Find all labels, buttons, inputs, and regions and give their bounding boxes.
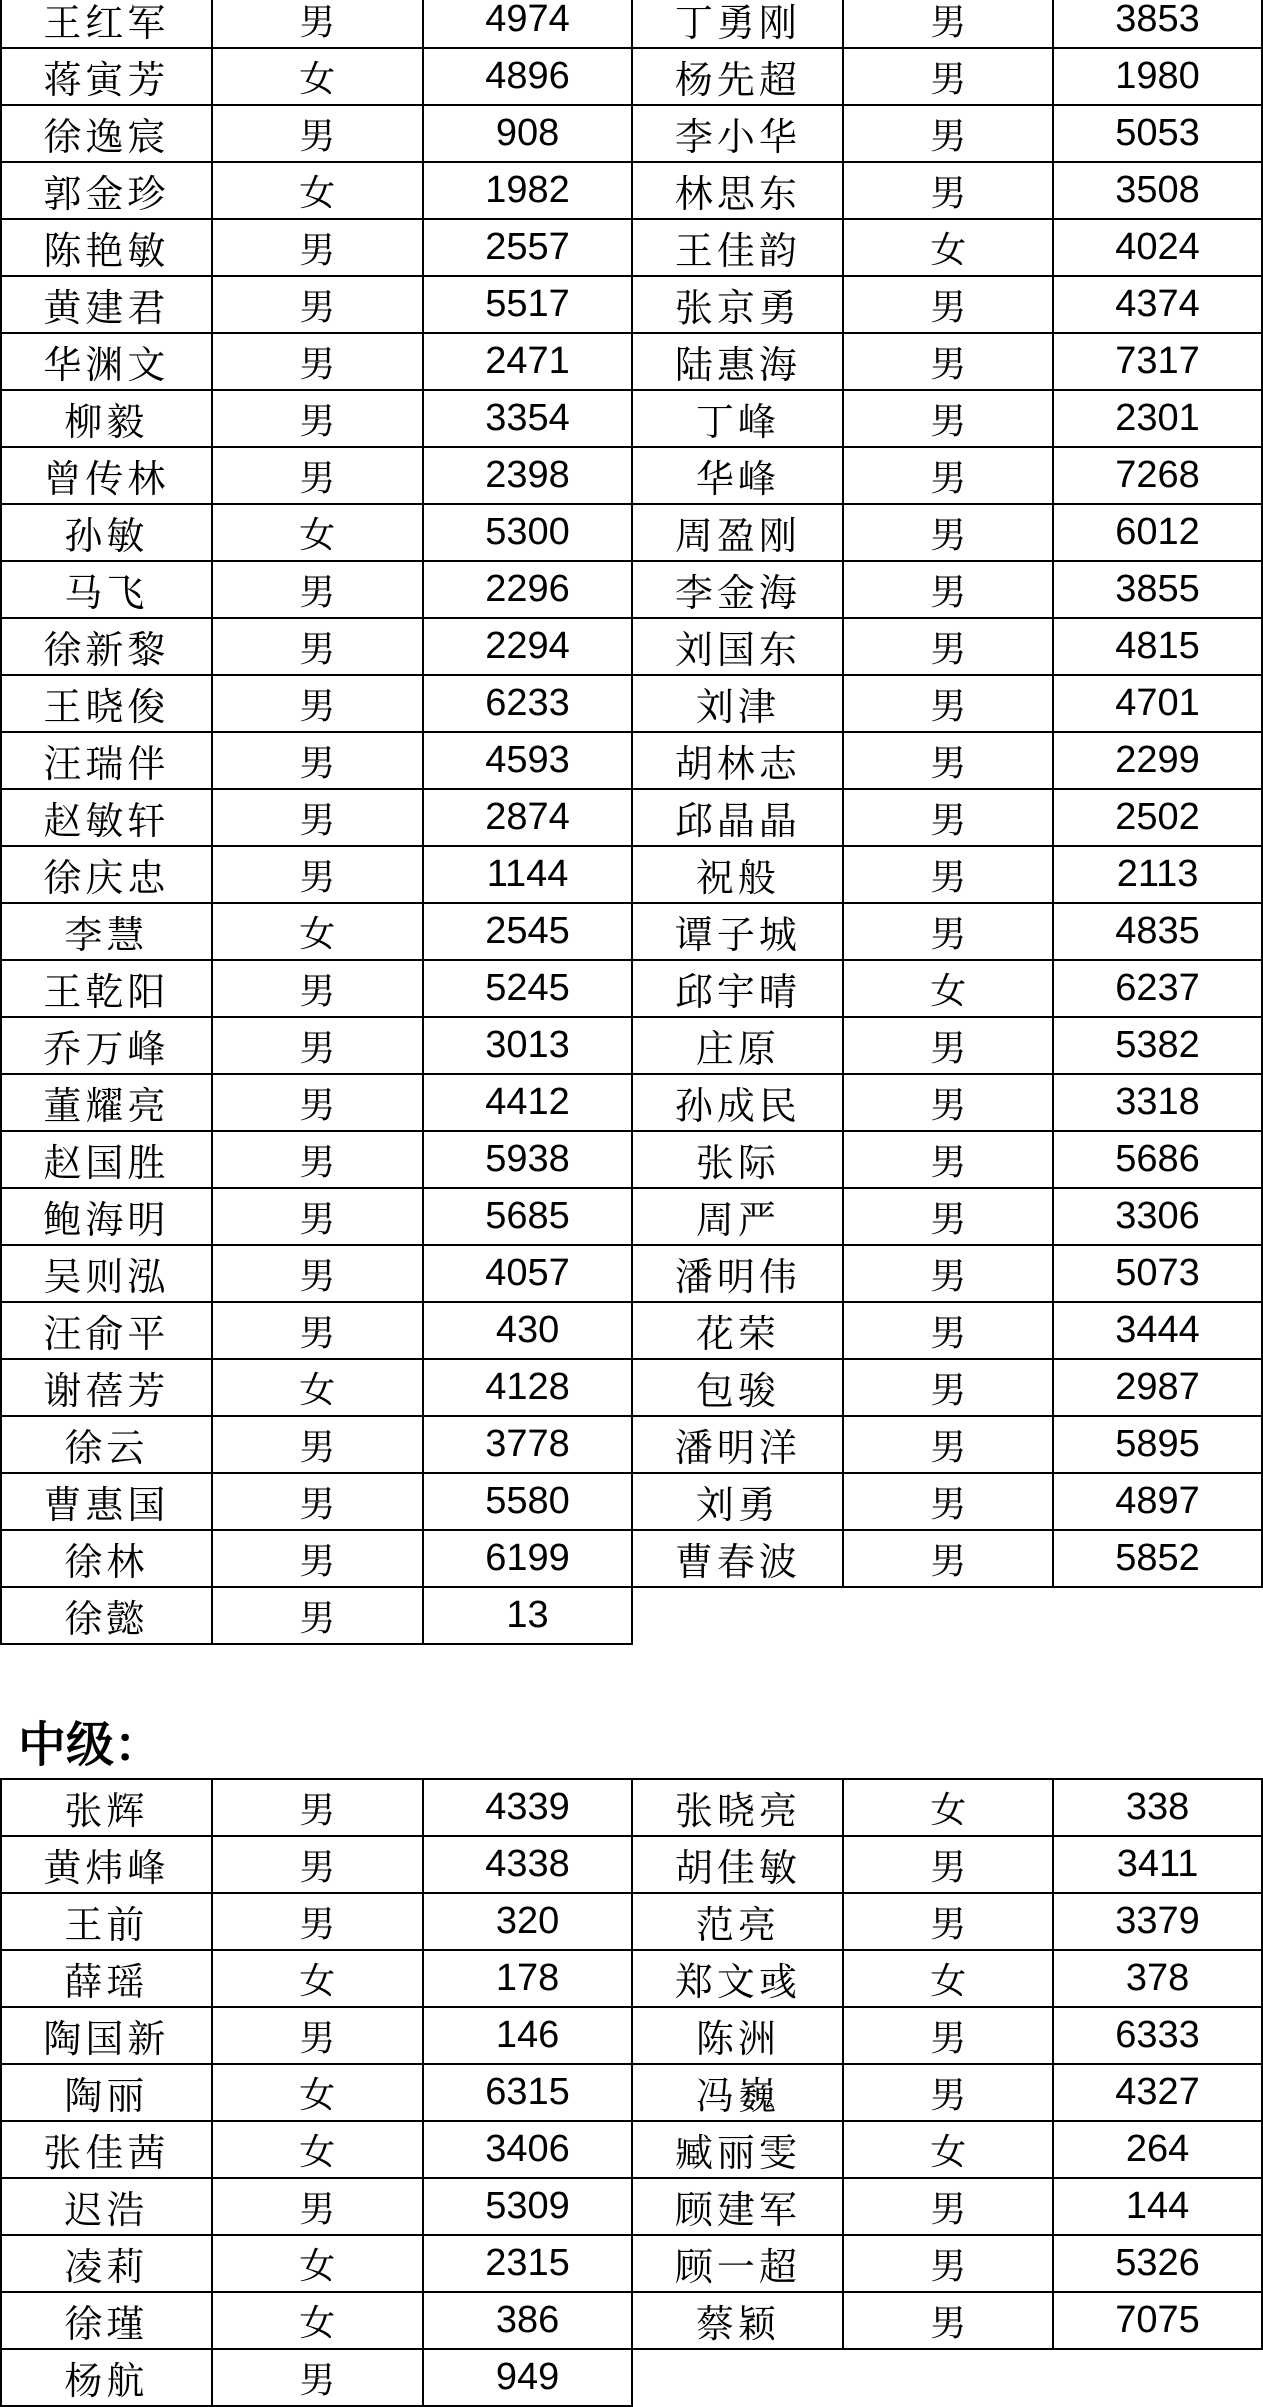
person-name-cell: 凌莉 [1,2235,212,2292]
person-name-cell: 曹惠国 [1,1473,212,1530]
person-name-cell: 薛瑶 [1,1950,212,2007]
value-cell: 13 [423,1587,633,1644]
gender-cell: 女 [212,2235,423,2292]
person-name-cell: 顾一超 [632,2235,843,2292]
gender-cell: 女 [212,1359,423,1416]
table-row [1,789,1262,846]
value-cell: 5053 [1053,105,1262,162]
value-cell: 2294 [423,618,633,675]
table-row [1,48,1262,105]
value-cell: 3411 [1053,1836,1262,1893]
table-row [1,276,1262,333]
gender-cell: 男 [843,1302,1053,1359]
person-name-cell: 丁勇刚 [632,0,843,48]
value-cell: 2557 [423,219,633,276]
person-name-cell: 刘勇 [632,1473,843,1530]
person-name-cell: 华峰 [632,447,843,504]
value-cell: 3379 [1053,1893,1262,1950]
person-name-cell: 柳毅 [1,390,212,447]
table-row [1,561,1262,618]
gender-cell: 男 [843,1188,1053,1245]
value-cell: 2874 [423,789,633,846]
empty-cell [1053,1587,1262,1644]
table-row [1,903,1262,960]
person-name-cell: 王乾阳 [1,960,212,1017]
gender-cell: 男 [843,333,1053,390]
gender-cell: 男 [212,1779,423,1836]
person-name-cell: 张京勇 [632,276,843,333]
empty-cell [843,1587,1053,1644]
person-name-cell: 孙敏 [1,504,212,561]
gender-cell: 男 [843,390,1053,447]
value-cell: 4815 [1053,618,1262,675]
gender-cell: 男 [212,1893,423,1950]
gender-cell: 男 [212,1074,423,1131]
value-cell: 5245 [423,960,633,1017]
person-name-cell: 林思东 [632,162,843,219]
person-name-cell: 徐新黎 [1,618,212,675]
value-cell: 4835 [1053,903,1262,960]
gender-cell: 男 [843,561,1053,618]
table-row [1,2235,1262,2292]
value-cell: 3778 [423,1416,633,1473]
person-name-cell: 汪瑞伴 [1,732,212,789]
person-name-cell: 王前 [1,1893,212,1950]
gender-cell: 女 [212,162,423,219]
gender-cell: 女 [212,2292,423,2349]
person-name-cell: 臧丽雯 [632,2121,843,2178]
person-name-cell: 赵国胜 [1,1131,212,1188]
value-cell: 5686 [1053,1131,1262,1188]
value-cell: 2301 [1053,390,1262,447]
value-cell: 1982 [423,162,633,219]
gender-cell: 男 [843,903,1053,960]
gender-cell: 男 [212,2178,423,2235]
table-row [1,1836,1262,1893]
gender-cell: 男 [212,1473,423,1530]
gender-cell: 男 [843,2235,1053,2292]
value-cell: 5852 [1053,1530,1262,1587]
empty-cell [843,2349,1053,2406]
person-name-cell: 鲍海明 [1,1188,212,1245]
value-cell: 2398 [423,447,633,504]
gender-cell: 女 [212,903,423,960]
table-row [1,2349,1262,2406]
gender-cell: 男 [212,846,423,903]
gender-cell: 男 [212,1836,423,1893]
value-cell: 146 [423,2007,633,2064]
value-cell: 320 [423,1893,633,1950]
person-name-cell: 邱宇晴 [632,960,843,1017]
gender-cell: 男 [843,162,1053,219]
table-row [1,1950,1262,2007]
value-cell: 5382 [1053,1017,1262,1074]
gender-cell: 男 [843,1017,1053,1074]
person-name-cell: 陆惠海 [632,333,843,390]
gender-cell: 男 [843,1530,1053,1587]
person-name-cell: 杨航 [1,2349,212,2406]
person-name-cell: 曾传林 [1,447,212,504]
person-name-cell: 张辉 [1,1779,212,1836]
person-name-cell: 蔡颖 [632,2292,843,2349]
gender-cell: 男 [843,789,1053,846]
person-name-cell: 迟浩 [1,2178,212,2235]
table-row [1,1779,1262,1836]
gender-cell: 女 [843,2121,1053,2178]
table-row [1,846,1262,903]
value-cell: 7317 [1053,333,1262,390]
value-cell: 4057 [423,1245,633,1302]
person-name-cell: 王晓俊 [1,675,212,732]
person-name-cell: 张晓亮 [632,1779,843,1836]
table-row [1,333,1262,390]
person-name-cell: 冯巍 [632,2064,843,2121]
value-cell: 4897 [1053,1473,1262,1530]
value-cell: 2299 [1053,732,1262,789]
person-name-cell: 顾建军 [632,2178,843,2235]
table-row [1,504,1262,561]
person-name-cell: 李金海 [632,561,843,618]
value-cell: 1144 [423,846,633,903]
table-row [1,1587,1262,1644]
value-cell: 5895 [1053,1416,1262,1473]
person-name-cell: 胡佳敏 [632,1836,843,1893]
value-cell: 2987 [1053,1359,1262,1416]
value-cell: 4412 [423,1074,633,1131]
value-cell: 4701 [1053,675,1262,732]
value-cell: 3444 [1053,1302,1262,1359]
person-name-cell: 郑文彧 [632,1950,843,2007]
person-name-cell: 张际 [632,1131,843,1188]
person-name-cell: 徐逸宸 [1,105,212,162]
person-name-cell: 黄炜峰 [1,1836,212,1893]
value-cell: 5300 [423,504,633,561]
personnel-table-main-body [1,0,1262,1644]
gender-cell: 男 [843,1893,1053,1950]
person-name-cell: 陈洲 [632,2007,843,2064]
gender-cell: 男 [843,48,1053,105]
gender-cell: 男 [212,1245,423,1302]
gender-cell: 男 [843,732,1053,789]
value-cell: 2315 [423,2235,633,2292]
gender-cell: 男 [212,105,423,162]
gender-cell: 男 [212,333,423,390]
value-cell: 264 [1053,2121,1262,2178]
person-name-cell: 王佳韵 [632,219,843,276]
gender-cell: 男 [212,1302,423,1359]
gender-cell: 男 [843,1074,1053,1131]
person-name-cell: 范亮 [632,1893,843,1950]
value-cell: 178 [423,1950,633,2007]
table-row [1,162,1262,219]
gender-cell: 男 [843,1131,1053,1188]
table-row [1,2064,1262,2121]
value-cell: 3855 [1053,561,1262,618]
gender-cell: 男 [843,2178,1053,2235]
value-cell: 4128 [423,1359,633,1416]
table-row [1,1188,1262,1245]
person-name-cell: 刘国东 [632,618,843,675]
table-row [1,2178,1262,2235]
table-row [1,2121,1262,2178]
table-row [1,618,1262,675]
gender-cell: 男 [212,1017,423,1074]
person-name-cell: 刘津 [632,675,843,732]
gender-cell: 男 [212,1188,423,1245]
value-cell: 3306 [1053,1188,1262,1245]
table-row [1,960,1262,1017]
person-name-cell: 徐懿 [1,1587,212,1644]
person-name-cell: 徐瑾 [1,2292,212,2349]
gender-cell: 男 [843,1416,1053,1473]
gender-cell: 男 [212,1587,423,1644]
table-row [1,390,1262,447]
value-cell: 6237 [1053,960,1262,1017]
gender-cell: 男 [843,504,1053,561]
gender-cell: 女 [843,219,1053,276]
value-cell: 378 [1053,1950,1262,2007]
value-cell: 4374 [1053,276,1262,333]
gender-cell: 男 [212,447,423,504]
person-name-cell: 潘明伟 [632,1245,843,1302]
gender-cell: 男 [212,732,423,789]
person-name-cell: 徐庆忠 [1,846,212,903]
person-name-cell: 陶丽 [1,2064,212,2121]
person-name-cell: 包骏 [632,1359,843,1416]
person-name-cell: 黄建君 [1,276,212,333]
person-name-cell: 徐云 [1,1416,212,1473]
gender-cell: 男 [843,105,1053,162]
table-row [1,732,1262,789]
gender-cell: 男 [212,390,423,447]
person-name-cell: 周严 [632,1188,843,1245]
value-cell: 5326 [1053,2235,1262,2292]
person-name-cell: 陈艳敏 [1,219,212,276]
person-name-cell: 孙成民 [632,1074,843,1131]
gender-cell: 男 [843,2007,1053,2064]
table-row [1,1017,1262,1074]
value-cell: 3013 [423,1017,633,1074]
gender-cell: 女 [212,504,423,561]
empty-cell [632,1587,843,1644]
person-name-cell: 陶国新 [1,2007,212,2064]
person-name-cell: 曹春波 [632,1530,843,1587]
gender-cell: 男 [212,276,423,333]
gender-cell: 女 [843,1950,1053,2007]
person-name-cell: 徐林 [1,1530,212,1587]
value-cell: 2471 [423,333,633,390]
gender-cell: 男 [212,1530,423,1587]
person-name-cell: 花荣 [632,1302,843,1359]
gender-cell: 女 [212,1950,423,2007]
gender-cell: 男 [212,561,423,618]
value-cell: 2113 [1053,846,1262,903]
value-cell: 5938 [423,1131,633,1188]
gender-cell: 男 [843,1473,1053,1530]
person-name-cell: 胡林志 [632,732,843,789]
section-heading-intermediate: 中级： [18,1717,163,1773]
value-cell: 6199 [423,1530,633,1587]
value-cell: 4593 [423,732,633,789]
gender-cell: 男 [212,789,423,846]
personnel-table-intermediate [0,1778,1263,2407]
gender-cell: 女 [212,2064,423,2121]
person-name-cell: 周盈刚 [632,504,843,561]
person-name-cell: 董耀亮 [1,1074,212,1131]
value-cell: 6233 [423,675,633,732]
table-row [1,219,1262,276]
person-name-cell: 庄原 [632,1017,843,1074]
value-cell: 4024 [1053,219,1262,276]
gender-cell: 男 [843,1359,1053,1416]
table-row [1,1245,1262,1302]
person-name-cell: 邱晶晶 [632,789,843,846]
table-row [1,447,1262,504]
gender-cell: 男 [212,618,423,675]
person-name-cell: 谢蓓芳 [1,1359,212,1416]
person-name-cell: 马飞 [1,561,212,618]
person-name-cell: 李慧 [1,903,212,960]
value-cell: 1980 [1053,48,1262,105]
table-row [1,0,1262,48]
gender-cell: 男 [212,2007,423,2064]
table-row [1,1074,1262,1131]
value-cell: 4339 [423,1779,633,1836]
value-cell: 6315 [423,2064,633,2121]
gender-cell: 男 [843,846,1053,903]
person-name-cell: 潘明洋 [632,1416,843,1473]
gender-cell: 男 [212,1131,423,1188]
empty-cell [632,2349,843,2406]
person-name-cell: 蒋寅芳 [1,48,212,105]
person-name-cell: 丁峰 [632,390,843,447]
table-row [1,1530,1262,1587]
value-cell: 3508 [1053,162,1262,219]
gender-cell: 男 [212,0,423,48]
person-name-cell: 华渊文 [1,333,212,390]
value-cell: 2296 [423,561,633,618]
person-name-cell: 汪俞平 [1,1302,212,1359]
person-name-cell: 张佳茜 [1,2121,212,2178]
table-row [1,1893,1262,1950]
gender-cell: 男 [843,2292,1053,2349]
value-cell: 7268 [1053,447,1262,504]
value-cell: 430 [423,1302,633,1359]
value-cell: 2502 [1053,789,1262,846]
table-row [1,105,1262,162]
value-cell: 4338 [423,1836,633,1893]
value-cell: 3354 [423,390,633,447]
table-row [1,1473,1262,1530]
gender-cell: 男 [843,1245,1053,1302]
person-name-cell: 李小华 [632,105,843,162]
table-row [1,1302,1262,1359]
value-cell: 3853 [1053,0,1262,48]
table-row [1,2292,1262,2349]
person-name-cell: 祝般 [632,846,843,903]
personnel-table-intermediate-body [1,1779,1262,2406]
gender-cell: 男 [212,960,423,1017]
value-cell: 144 [1053,2178,1262,2235]
person-name-cell: 郭金珍 [1,162,212,219]
gender-cell: 男 [843,1836,1053,1893]
value-cell: 5517 [423,276,633,333]
gender-cell: 男 [843,618,1053,675]
value-cell: 908 [423,105,633,162]
gender-cell: 女 [212,2121,423,2178]
value-cell: 338 [1053,1779,1262,1836]
person-name-cell: 吴则泓 [1,1245,212,1302]
gender-cell: 男 [212,2349,423,2406]
gender-cell: 男 [843,447,1053,504]
value-cell: 4327 [1053,2064,1262,2121]
gender-cell: 女 [212,48,423,105]
value-cell: 949 [423,2349,633,2406]
person-name-cell: 王红军 [1,0,212,48]
person-name-cell: 乔万峰 [1,1017,212,1074]
value-cell: 4896 [423,48,633,105]
value-cell: 4974 [423,0,633,48]
empty-cell [1053,2349,1262,2406]
gender-cell: 男 [843,0,1053,48]
person-name-cell: 杨先超 [632,48,843,105]
person-name-cell: 谭子城 [632,903,843,960]
value-cell: 5685 [423,1188,633,1245]
value-cell: 386 [423,2292,633,2349]
gender-cell: 男 [212,1416,423,1473]
gender-cell: 男 [212,219,423,276]
table-row [1,675,1262,732]
table-row [1,1131,1262,1188]
gender-cell: 男 [843,276,1053,333]
value-cell: 5073 [1053,1245,1262,1302]
gender-cell: 女 [843,1779,1053,1836]
table-row [1,2007,1262,2064]
value-cell: 7075 [1053,2292,1262,2349]
value-cell: 3318 [1053,1074,1262,1131]
value-cell: 6012 [1053,504,1262,561]
value-cell: 2545 [423,903,633,960]
value-cell: 3406 [423,2121,633,2178]
value-cell: 5580 [423,1473,633,1530]
gender-cell: 男 [212,675,423,732]
value-cell: 5309 [423,2178,633,2235]
table-row [1,1416,1262,1473]
gender-cell: 男 [843,675,1053,732]
value-cell: 6333 [1053,2007,1262,2064]
table-row [1,1359,1262,1416]
gender-cell: 女 [843,960,1053,1017]
person-name-cell: 赵敏轩 [1,789,212,846]
gender-cell: 男 [843,2064,1053,2121]
